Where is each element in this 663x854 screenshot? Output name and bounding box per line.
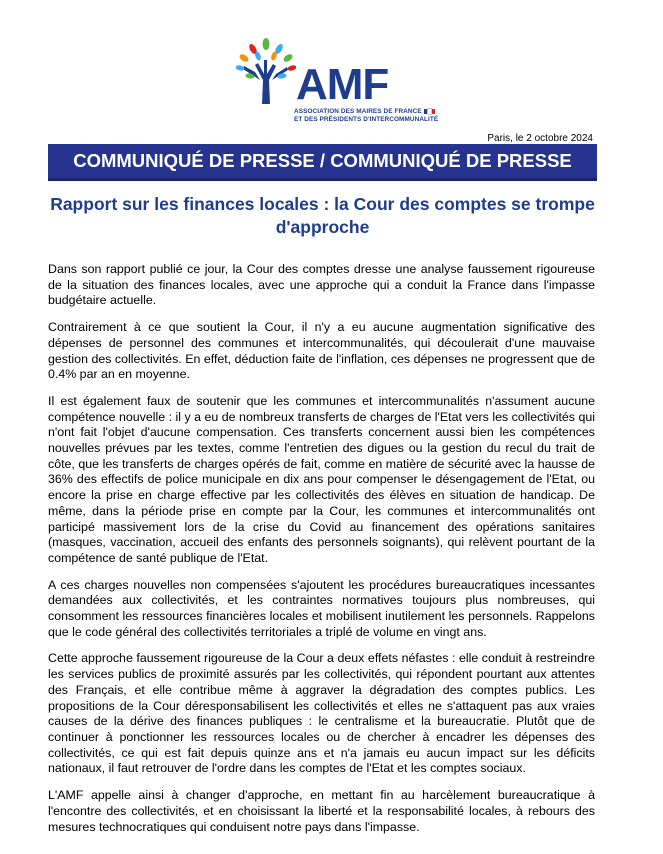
- tree-hand-icon: [236, 36, 296, 106]
- logo-subtitle-line1: ASSOCIATION DES MAIRES DE FRANCE: [294, 108, 435, 115]
- press-title-line1: Rapport sur les finances locales : la Cour des comptes se trompe: [50, 194, 595, 214]
- paragraph-1: Dans son rapport publié ce jour, la Cour des comptes dresse une analyse faussement rigoureuse de la situation des finances locales, avec une approche qui a conduit la France dans l'impasse budgétaire actuelle.: [48, 262, 595, 308]
- press-body: [48, 262, 595, 846]
- amf-logo: [236, 32, 439, 130]
- press-release-banner: COMMUNIQUÉ DE PRESSE / COMMUNIQUÉ DE PRESSE: [48, 144, 597, 181]
- paragraph-2: Contrairement à ce que soutient la Cour, il n'y a eu aucune augmentation significative des dépenses de personnel des communes et intercommunalités, qui découlerait d'une mauvaise gestion des collectivités. En effet, déduction faite de l'inflation, ces dépenses ne progressent que de 0.4% par an en moyenne.: [48, 320, 595, 382]
- press-title-line2: d'approche: [275, 217, 370, 237]
- paragraph-6: L'AMF appelle ainsi à changer d'approche, en mettant fin au harcèlement bureaucratique à l'encontre des collectivités, et en choisissant la liberté et la responsabilité locales, à rebours des mesures technocratiques qui conduisent notre pays dans l'impasse.: [48, 788, 595, 834]
- press-date: Paris, le 2 octobre 2024: [487, 133, 593, 144]
- paragraph-4: A ces charges nouvelles non compensées s'ajoutent les procédures bureaucratiques incessantes demandées aux collectivités, et les contraintes normatives toujours plus nombreuses, qui consomment les ressources financières locales et mobilisent inutilement les personnels. Rappelons que le code général des collectivités territoriales a triplé de volume en vingt ans.: [48, 577, 595, 639]
- press-title: [48, 193, 597, 239]
- logo-subtitle-line2: ET DES PRÉSIDENTS D'INTERCOMMUNALITÉ: [294, 116, 439, 123]
- paragraph-3: Il est également faux de soutenir que les communes et intercommunalités n'assument aucune compétence nouvelle : il y a eu de nombreux transferts de charges de l'Etat vers les collectivités qui n'ont fait l'objet d'aucune compensation. Ces transferts concernent aussi bien les compétences nouvelles prévues par les textes, comme l'entretien des digues ou la gestion du recul du trait de côte, que les transferts de charges opérés de fait, comme en matière de sécurité avec la hausse de 36% des effectifs de police municipale en dix ans pour compenser le désengagement de l'Etat, ou encore la prise en charge effective par les collectivités des élèves en situation de handicap. De même, dans la période prise en compte par la Cour, les communes et intercommunalités ont participé massivement lors de la crise du Covid au financement des opérations sanitaires (masques, vaccination, accueil des enfants des personnels soignants), qui relèvent pourtant de la compétence de santé publique de l'Etat.: [48, 393, 595, 565]
- paragraph-5: Cette approche faussement rigoureuse de la Cour a deux effets néfastes : elle conduit à restreindre les services publics de proximité assurés par les collectivités, qui répondent pourtant aux attentes des Français, et elle contribue même à aggraver la dégradation des comptes publics. Les propositions de la Cour déresponsabilisent les collectivités et elles ne s'attaquent pas aux vraies causes de la dérive des finances publiques : le centralisme et la bureaucratie. Plutôt que de continuer à ponctionner les ressources locales ou de chercher à encadrer les dépenses des collectivités, ce qui est fait depuis quinze ans et n'a jamais eu aucun impact sur les déficits nationaux, il faut retrouver de l'ordre dans les comptes de l'Etat et les comptes sociaux.: [48, 651, 595, 776]
- logo-acronym: AMF: [296, 60, 389, 109]
- french-flag-icon: [424, 108, 435, 115]
